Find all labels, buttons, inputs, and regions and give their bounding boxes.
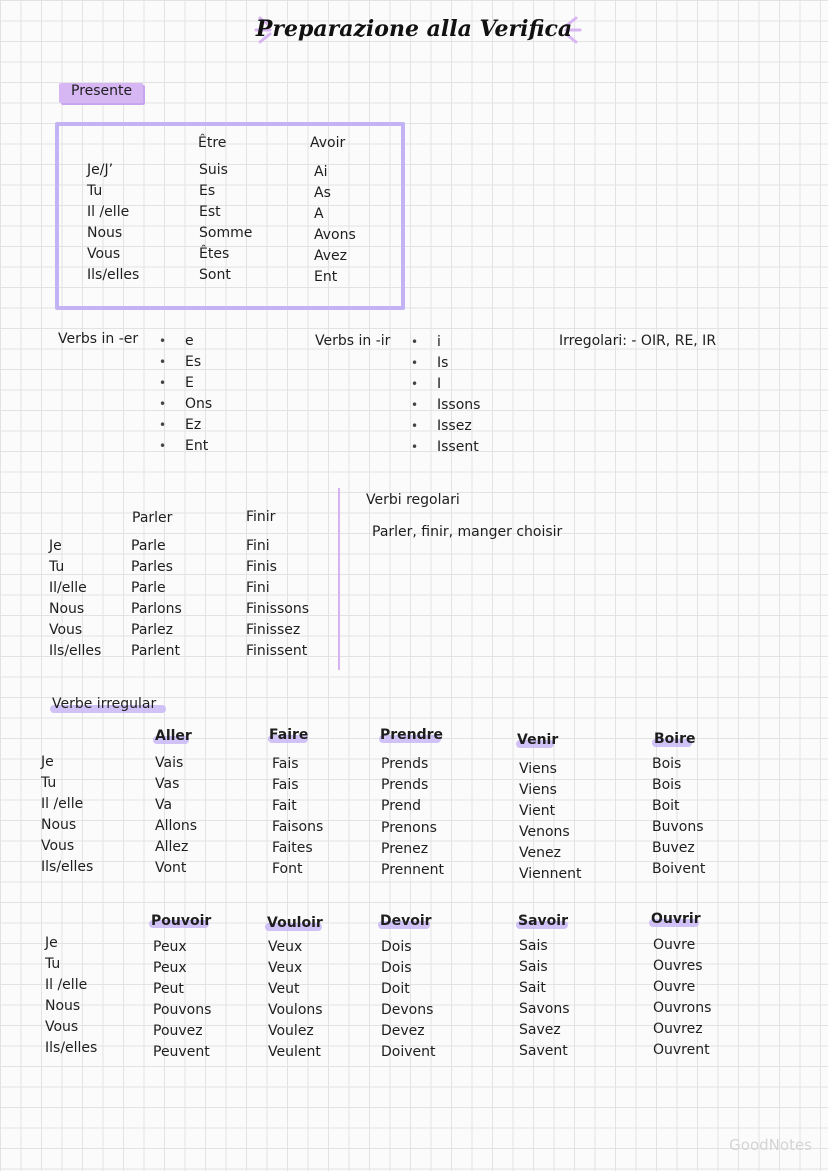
pronoun: Je (41, 754, 54, 770)
pronoun: Ils/elles (87, 267, 140, 283)
parler-header: Parler (132, 510, 173, 526)
verbi-regolari-text: Parler, finir, manger choisir (372, 524, 563, 540)
presente-label: Presente (71, 83, 133, 99)
ir-ending: i (437, 334, 441, 350)
pronoun: Ils/elles (41, 859, 94, 875)
vertical-divider (338, 488, 340, 670)
verb-form: Dois (381, 960, 412, 976)
verb-form: Pouvons (153, 1002, 212, 1018)
finir-form: Finissons (246, 601, 310, 617)
verb-form: Doivent (381, 1044, 436, 1060)
verb-form: Prenons (381, 820, 437, 836)
pronoun: Vous (45, 1019, 79, 1035)
ir-label: Verbs in -ir (315, 333, 391, 349)
etre-form: Est (199, 204, 221, 220)
verb-form: Veut (268, 981, 300, 997)
verb-form: Vas (155, 776, 180, 792)
avoir-form: Avons (314, 227, 356, 243)
er-ending: Ent (185, 438, 209, 454)
parler-form: Parlez (131, 622, 173, 638)
verb-form: Vient (519, 803, 556, 819)
prendre-header: Prendre (380, 727, 444, 743)
pronoun: Nous (49, 601, 85, 617)
finir-form: Fini (246, 580, 270, 596)
er-label: Verbs in -er (58, 331, 139, 347)
verb-form: Ouvre (653, 979, 696, 995)
pronoun: Il/elle (49, 580, 87, 596)
verb-form: Vais (155, 755, 184, 771)
avoir-form: As (314, 185, 331, 201)
verb-form: Fais (272, 777, 299, 793)
pronoun: Je/J’ (87, 162, 114, 178)
boire-header: Boire (654, 731, 696, 747)
verb-form: Prends (381, 777, 429, 793)
bullet-icon: • (411, 356, 419, 370)
verb-form: Viennent (519, 866, 582, 882)
verb-form: Sais (519, 938, 548, 954)
bullet-icon: • (411, 398, 419, 412)
ouvrir-header: Ouvrir (651, 911, 701, 927)
parler-form: Parle (131, 538, 166, 554)
verb-form: Pouvez (153, 1023, 203, 1039)
verb-form: Peut (153, 981, 184, 997)
verb-form: Sait (519, 980, 546, 996)
verb-form: Boivent (652, 861, 706, 877)
finir-form: Finis (246, 559, 277, 575)
finir-form: Finissez (246, 622, 301, 638)
pronoun: Nous (45, 998, 81, 1014)
etre-form: Sont (199, 267, 231, 283)
pronoun: Nous (87, 225, 123, 241)
pronoun: Je (49, 538, 62, 554)
verb-form: Faites (272, 840, 313, 856)
verb-form: Boit (652, 798, 680, 814)
savoir-header: Savoir (518, 913, 568, 929)
ir-ending: Is (437, 355, 449, 371)
verb-form: Buvez (652, 840, 695, 856)
verb-form: Veulent (268, 1044, 321, 1060)
bullet-icon: • (411, 440, 419, 454)
avoir-header: Avoir (310, 135, 346, 151)
verb-form: Peux (153, 939, 187, 955)
pronoun: Il /elle (41, 796, 84, 812)
bullet-icon: • (159, 376, 167, 390)
verb-form: Doit (381, 981, 410, 997)
verb-form: Devez (381, 1023, 425, 1039)
irregular-label: Verbe irregular (52, 696, 157, 712)
verb-form: Buvons (652, 819, 704, 835)
finir-form: Fini (246, 538, 270, 554)
pronoun: Tu (87, 183, 103, 199)
verb-form: Bois (652, 756, 682, 772)
parler-form: Parlons (131, 601, 182, 617)
verb-form: Bois (652, 777, 682, 793)
verb-form: Ouvrez (653, 1021, 703, 1037)
verb-form: Ouvrent (653, 1042, 710, 1058)
parler-form: Parle (131, 580, 166, 596)
bullet-icon: • (159, 397, 167, 411)
er-ending: E (185, 375, 194, 391)
etre-form: Suis (199, 162, 228, 178)
pronoun: Il /elle (87, 204, 130, 220)
faire-header: Faire (269, 727, 309, 743)
etre-form: Es (199, 183, 216, 199)
verb-form: Fais (272, 756, 299, 772)
irregolari-note: Irregolari: - OIR, RE, IR (559, 333, 717, 349)
ir-ending: Issez (437, 418, 472, 434)
verb-form: Viens (519, 782, 557, 798)
etre-header: Être (198, 135, 227, 151)
verb-form: Savent (519, 1043, 568, 1059)
page-title: Preparazione alla Verifica (255, 16, 573, 42)
bullet-icon: • (159, 418, 167, 432)
pronoun: Il /elle (45, 977, 88, 993)
devoir-header: Devoir (380, 913, 432, 929)
verb-form: Fait (272, 798, 297, 814)
verb-form: Voulons (268, 1002, 323, 1018)
goodnotes-watermark: GoodNotes (729, 1136, 812, 1154)
verb-form: Venez (519, 845, 561, 861)
aller-header: Aller (155, 728, 192, 744)
avoir-form: Avez (314, 248, 348, 264)
verb-form: Veux (268, 939, 303, 955)
ir-ending: I (437, 376, 442, 392)
pronoun: Je (45, 935, 58, 951)
ir-ending: Issons (437, 397, 481, 413)
verb-form: Sais (519, 959, 548, 975)
etre-form: Êtes (199, 246, 230, 262)
verb-form: Devons (381, 1002, 434, 1018)
vouloir-header: Vouloir (267, 915, 323, 931)
pronoun: Ils/elles (45, 1040, 98, 1056)
avoir-form: Ai (314, 164, 328, 180)
er-ending: e (185, 333, 194, 349)
avoir-form: A (314, 206, 324, 222)
pronoun: Ils/elles (49, 643, 102, 659)
er-ending: Ez (185, 417, 202, 433)
verb-form: Veux (268, 960, 303, 976)
verb-form: Ouvres (653, 958, 703, 974)
verb-form: Savez (519, 1022, 561, 1038)
bullet-icon: • (159, 334, 167, 348)
bullet-icon: • (411, 377, 419, 391)
er-ending: Ons (185, 396, 213, 412)
pronoun: Tu (41, 775, 57, 791)
verb-form: Prenez (381, 841, 429, 857)
verb-form: Vont (155, 860, 187, 876)
bullet-icon: • (411, 335, 419, 349)
bullet-icon: • (411, 419, 419, 433)
verb-form: Peux (153, 960, 187, 976)
ir-ending: Issent (437, 439, 479, 455)
etre-form: Somme (199, 225, 253, 241)
pouvoir-header: Pouvoir (151, 913, 212, 929)
verb-form: Venons (519, 824, 570, 840)
bullet-icon: • (159, 355, 167, 369)
verb-form: Ouvrons (653, 1000, 712, 1016)
verb-form: Prend (381, 798, 422, 814)
pronoun: Tu (45, 956, 61, 972)
pronoun: Nous (41, 817, 77, 833)
finir-form: Finissent (246, 643, 308, 659)
verb-form: Peuvent (153, 1044, 210, 1060)
pronoun: Vous (87, 246, 121, 262)
parler-form: Parlent (131, 643, 181, 659)
pronoun: Tu (49, 559, 65, 575)
parler-form: Parles (131, 559, 173, 575)
verb-form: Ouvre (653, 937, 696, 953)
verb-form: Viens (519, 761, 557, 777)
verb-form: Voulez (268, 1023, 314, 1039)
verbi-regolari-title: Verbi regolari (366, 492, 460, 508)
verb-form: Va (155, 797, 173, 813)
bullet-icon: • (159, 439, 167, 453)
verb-form: Font (272, 861, 303, 877)
verb-form: Dois (381, 939, 412, 955)
er-ending: Es (185, 354, 202, 370)
finir-header: Finir (246, 509, 276, 525)
pronoun: Vous (49, 622, 83, 638)
verb-form: Savons (519, 1001, 570, 1017)
pronoun: Vous (41, 838, 75, 854)
venir-header: Venir (517, 732, 559, 748)
verb-form: Prends (381, 756, 429, 772)
verb-form: Prennent (381, 862, 444, 878)
verb-form: Faisons (272, 819, 324, 835)
verb-form: Allez (155, 839, 189, 855)
avoir-form: Ent (314, 269, 338, 285)
verb-form: Allons (155, 818, 198, 834)
